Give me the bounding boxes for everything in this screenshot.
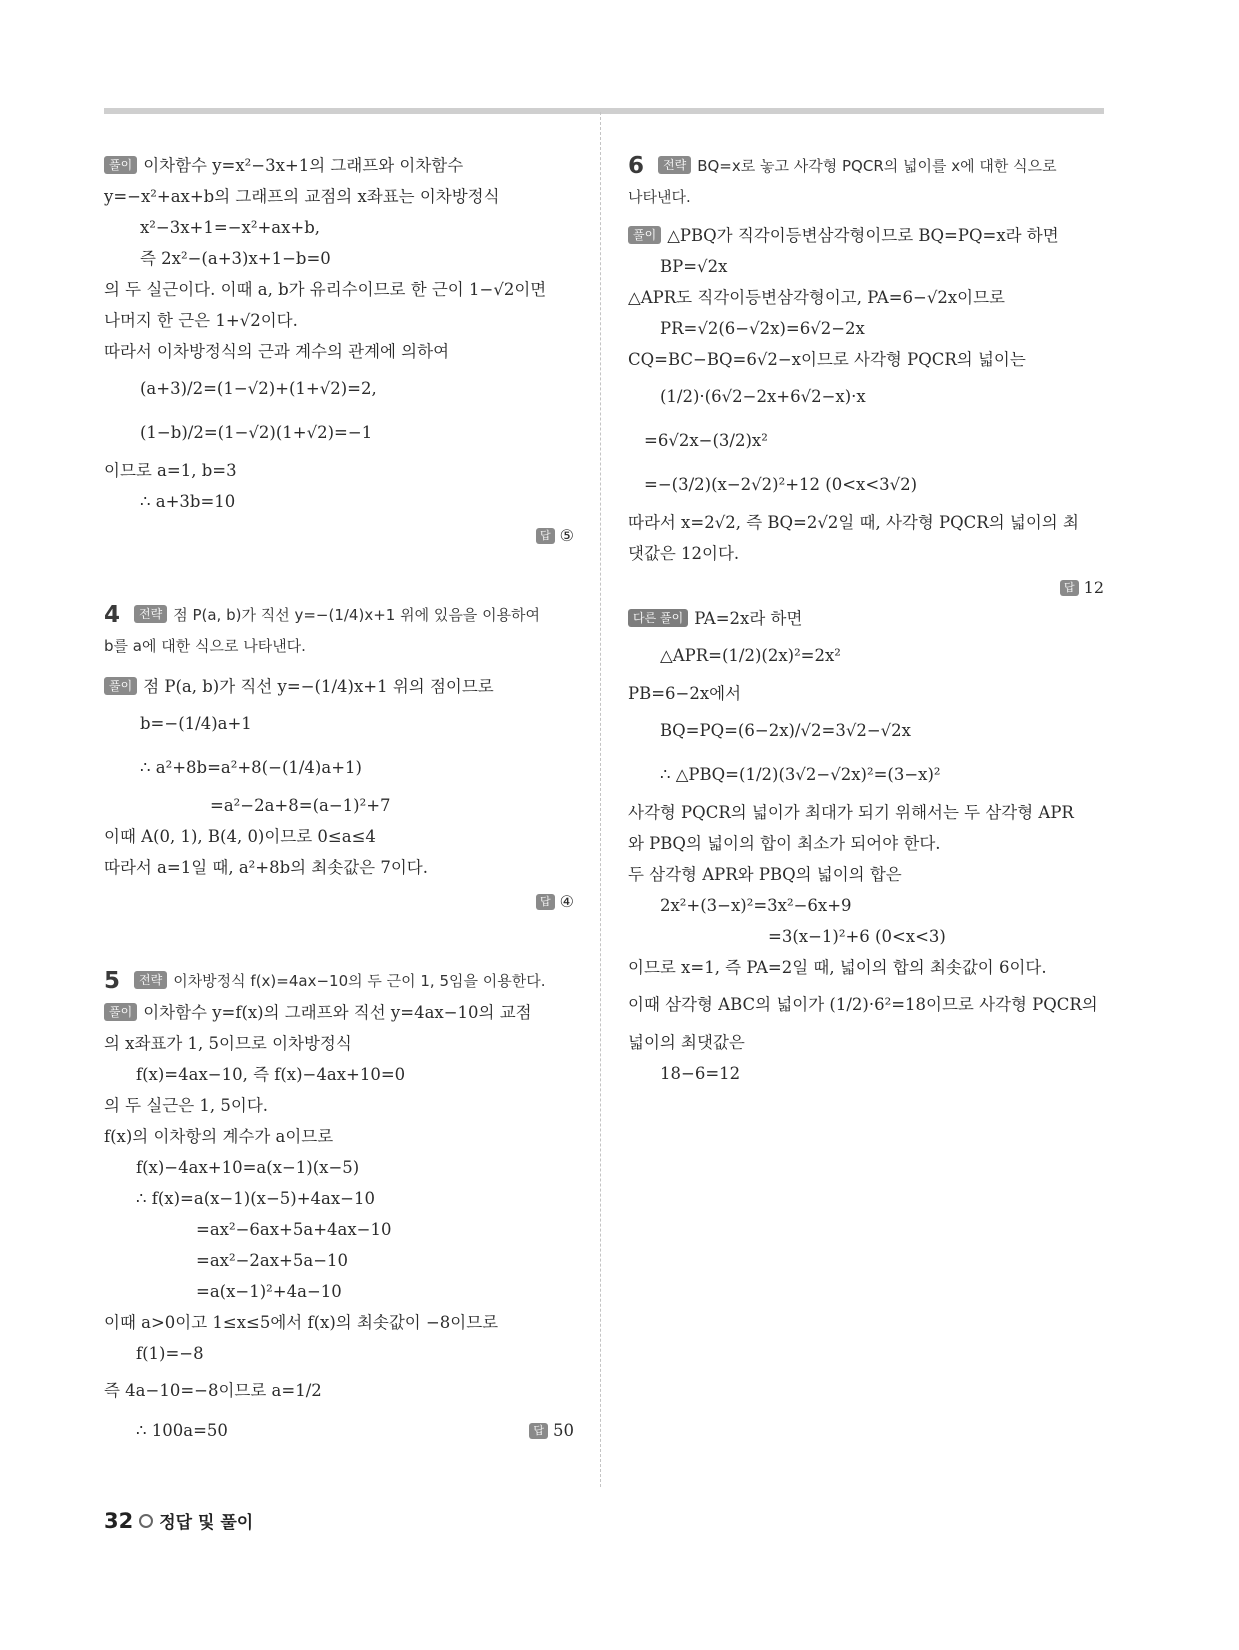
page-footer: [104, 1508, 253, 1533]
circle-icon: [139, 1514, 153, 1528]
page-number: 32: [104, 1509, 134, 1533]
problem-6: 6 전략 BQ=x로 놓고 사각형 PQCR의 넓이를 x에 대한 식으로 나타낸다. 풀이 △PBQ가 직각이등변삼각형이므로 BQ=PQ=x라 하면 BP=√2x △APR도 직각이등변삼각형이고, PA=6−√2x이므로 PR=√2(6−√2x)=6√2−2x CQ=BC−BQ=6√2−x이므로 사각형 PQCR의 넓이는 (1/2)·(6√2−2x+6√2−x)·x =6√2x−(3/2)x² =−(3/2)(x−2√2)²+12 (0<x<3√2) 따라서 x=2√2, 즉 BQ=2√2일 때, 사각형 PQCR의 넓이의 최 댓값은 12이다. 답 12: [628, 150, 1104, 603]
alt-solution-tag: 다른 풀이: [628, 609, 688, 627]
solution-tag: 풀이: [628, 226, 661, 244]
column-divider: [600, 112, 601, 1487]
problem-number: 5: [104, 968, 121, 994]
right-column: [628, 150, 1104, 1089]
solution-tag: 풀이: [104, 1003, 137, 1021]
strategy-tag: 전략: [134, 971, 167, 989]
answer-6: 답 12: [628, 573, 1104, 603]
answer-5: 답 50: [529, 1413, 574, 1449]
alternative-solution: 다른 풀이 PA=2x라 하면 △APR=(1/2)(2x)²=2x² PB=6−2x에서 BQ=PQ=(6−2x)/√2=3√2−√2x ∴ △PBQ=(1/2)(3√2−√2x)²=(3−x)² 사각형 PQCR의 넓이가 최대가 되기 위해서는 두 삼각형 APR 와 PBQ의 넓이의 합이 최소가 되어야 한다. 두 삼각형 APR와 PBQ의 넓이의 합은 2x²+(3−x)²=3x²−6x+9 =3(x−1)²+6 (0<x<3) 이므로 x=1, 즉 PA=2일 때, 넓이의 합의 최솟값이 6이다. 이때 삼각형 ABC의 넓이가 (1/2)·6²=18이므로 사각형 PQCR의 넓이의 최댓값은 18−6=12: [628, 609, 1098, 1083]
left-column: [104, 150, 574, 1449]
solution-3: 풀이 이차함수 y=x²−3x+1의 그래프와 이차함수 y=−x²+ax+b의 그래프의 교점의 x좌표는 이차방정식 x²−3x+1=−x²+ax+b, 즉 2x²−(a+3)x+1−b=0 의 두 실근이다. 이때 a, b가 유리수이므로 한 근이 1−√2이면 나머지 한 근은 1+√2이다. 따라서 이차방정식의 근과 계수의 관계에 의하여 (a+3)/2=(1−√2)+(1+√2)=2, (1−b)/2=(1−√2)(1+√2)=−1 이므로 a=1, b=3 ∴ a+3b=10 답 ⑤: [104, 150, 574, 551]
problem-number: 4: [104, 602, 121, 628]
strategy-tag: 전략: [658, 156, 691, 174]
answer-4: 답 ④: [104, 887, 574, 917]
problem-5: 5 전략 이차방정식 f(x)=4ax−10의 두 근이 1, 5임을 이용한다. 풀이 이차함수 y=f(x)의 그래프와 직선 y=4ax−10의 교점 의 x좌표가 1, 5이므로 이차방정식 f(x)=4ax−10, 즉 f(x)−4ax+10=0 의 두 실근은 1, 5이다. f(x)의 이차항의 계수가 a이므로 f(x)−4ax+10=a(x−1)(x−5) ∴ f(x)=a(x−1)(x−5)+4ax−10 =ax²−6ax+5a+4ax−10 =ax²−2ax+5a−10 =a(x−1)²+4a−10 이때 a>0이고 1≤x≤5에서 f(x)의 최솟값이 −8이므로 f(1)=−8 즉 4a−10=−8이므로 a=1/2 ∴ 100a=50 답 50: [104, 965, 574, 1449]
answer-3: 답 ⑤: [104, 521, 574, 551]
problem-number: 6: [628, 153, 645, 179]
footer-title: 정답 및 풀이: [159, 1513, 254, 1533]
strategy-tag: 전략: [134, 605, 167, 623]
top-rule: [104, 108, 1104, 114]
problem-4: 4 전략 점 P(a, b)가 직선 y=−(1/4)x+1 위에 있음을 이용하여 b를 a에 대한 식으로 나타낸다. 풀이 점 P(a, b)가 직선 y=−(1/4)x+1 위의 점이므로 b=−(1/4)a+1 ∴ a²+8b=a²+8(−(1/4)a+1) =a²−2a+8=(a−1)²+7 이때 A(0, 1), B(4, 0)이므로 0≤a≤4 따라서 a=1일 때, a²+8b의 최솟값은 7이다. 답 ④: [104, 599, 574, 917]
solution-tag: 풀이: [104, 677, 137, 695]
solution-tag: 풀이: [104, 156, 137, 174]
